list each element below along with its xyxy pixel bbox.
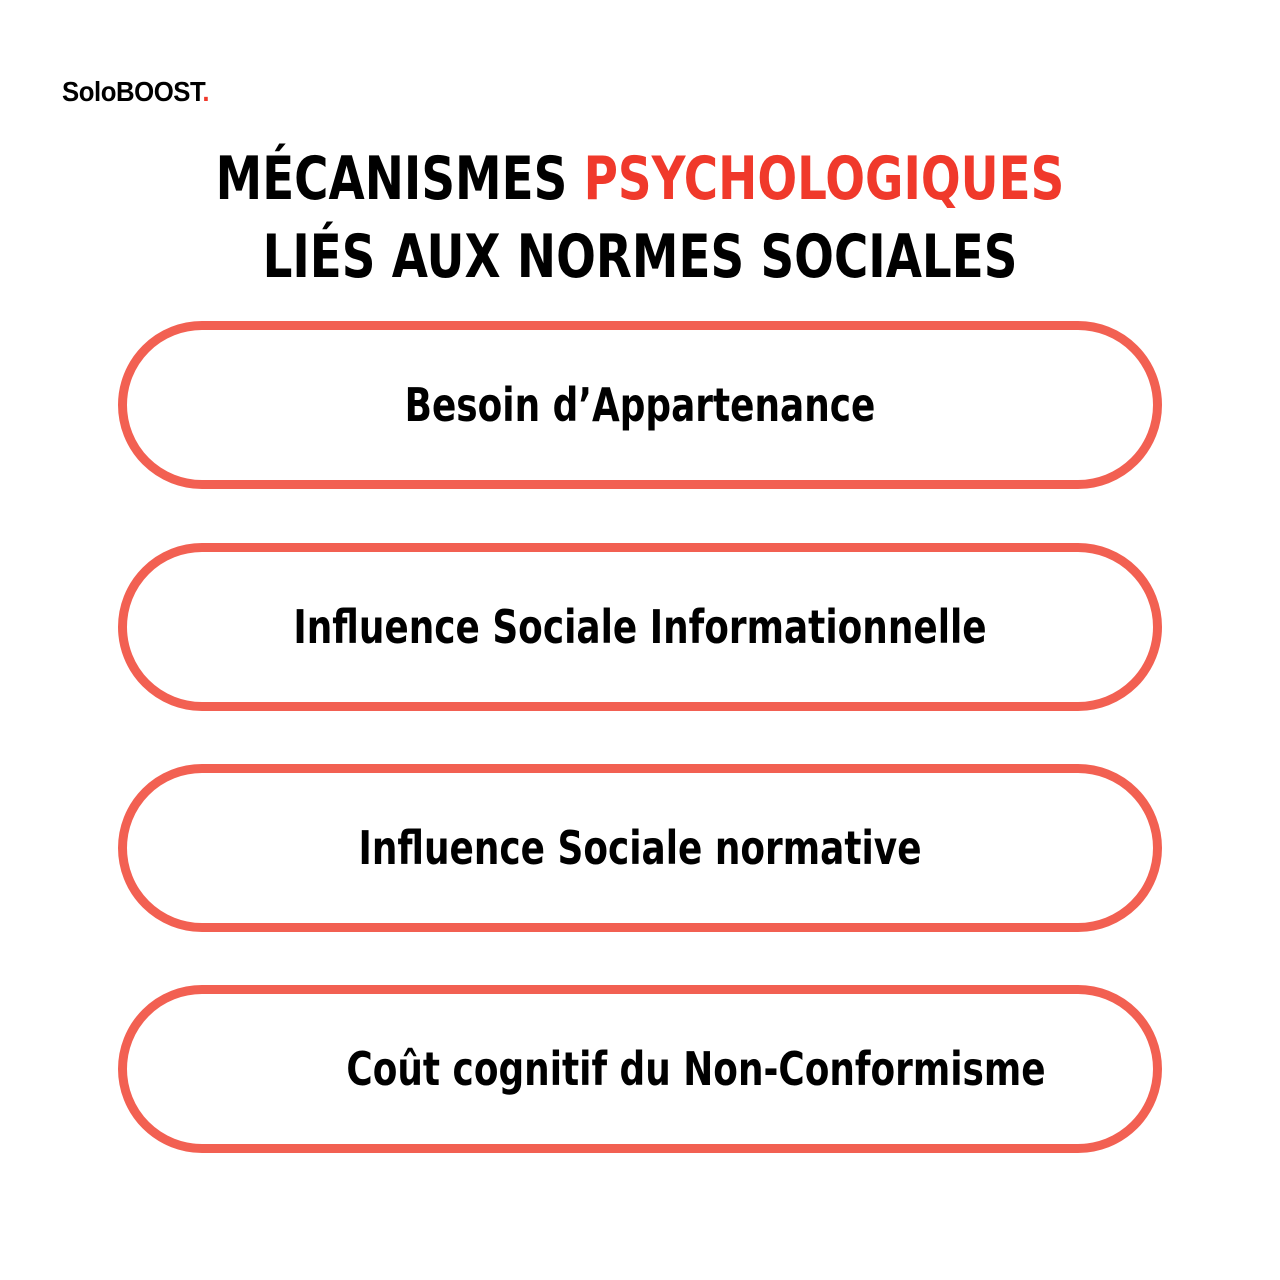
page-title: [141, 140, 1139, 296]
brand-dot: .: [202, 76, 210, 107]
mechanism-label: Influence Sociale Informationnelle: [293, 600, 987, 654]
mechanism-pill-4: [118, 985, 1162, 1153]
mechanism-pill-1: [118, 321, 1162, 489]
brand-logo: [62, 74, 209, 110]
title-line-1: [141, 140, 1139, 218]
mechanism-pill-3: [118, 764, 1162, 932]
mechanism-label: Coût cognitif du Non-Conformisme: [346, 1042, 1046, 1096]
mechanism-label: Besoin d’Appartenance: [404, 378, 876, 432]
title-accent-text: PSYCHOLOGIQUES: [583, 144, 1065, 214]
brand-name: SoloBOOST: [62, 76, 203, 107]
title-line-1-text: MÉCANISMES: [215, 144, 584, 214]
mechanism-label: Influence Sociale normative: [358, 821, 922, 875]
title-line-2: LIÉS AUX NORMES SOCIALES: [262, 222, 1018, 292]
mechanism-pill-2: [118, 543, 1162, 711]
